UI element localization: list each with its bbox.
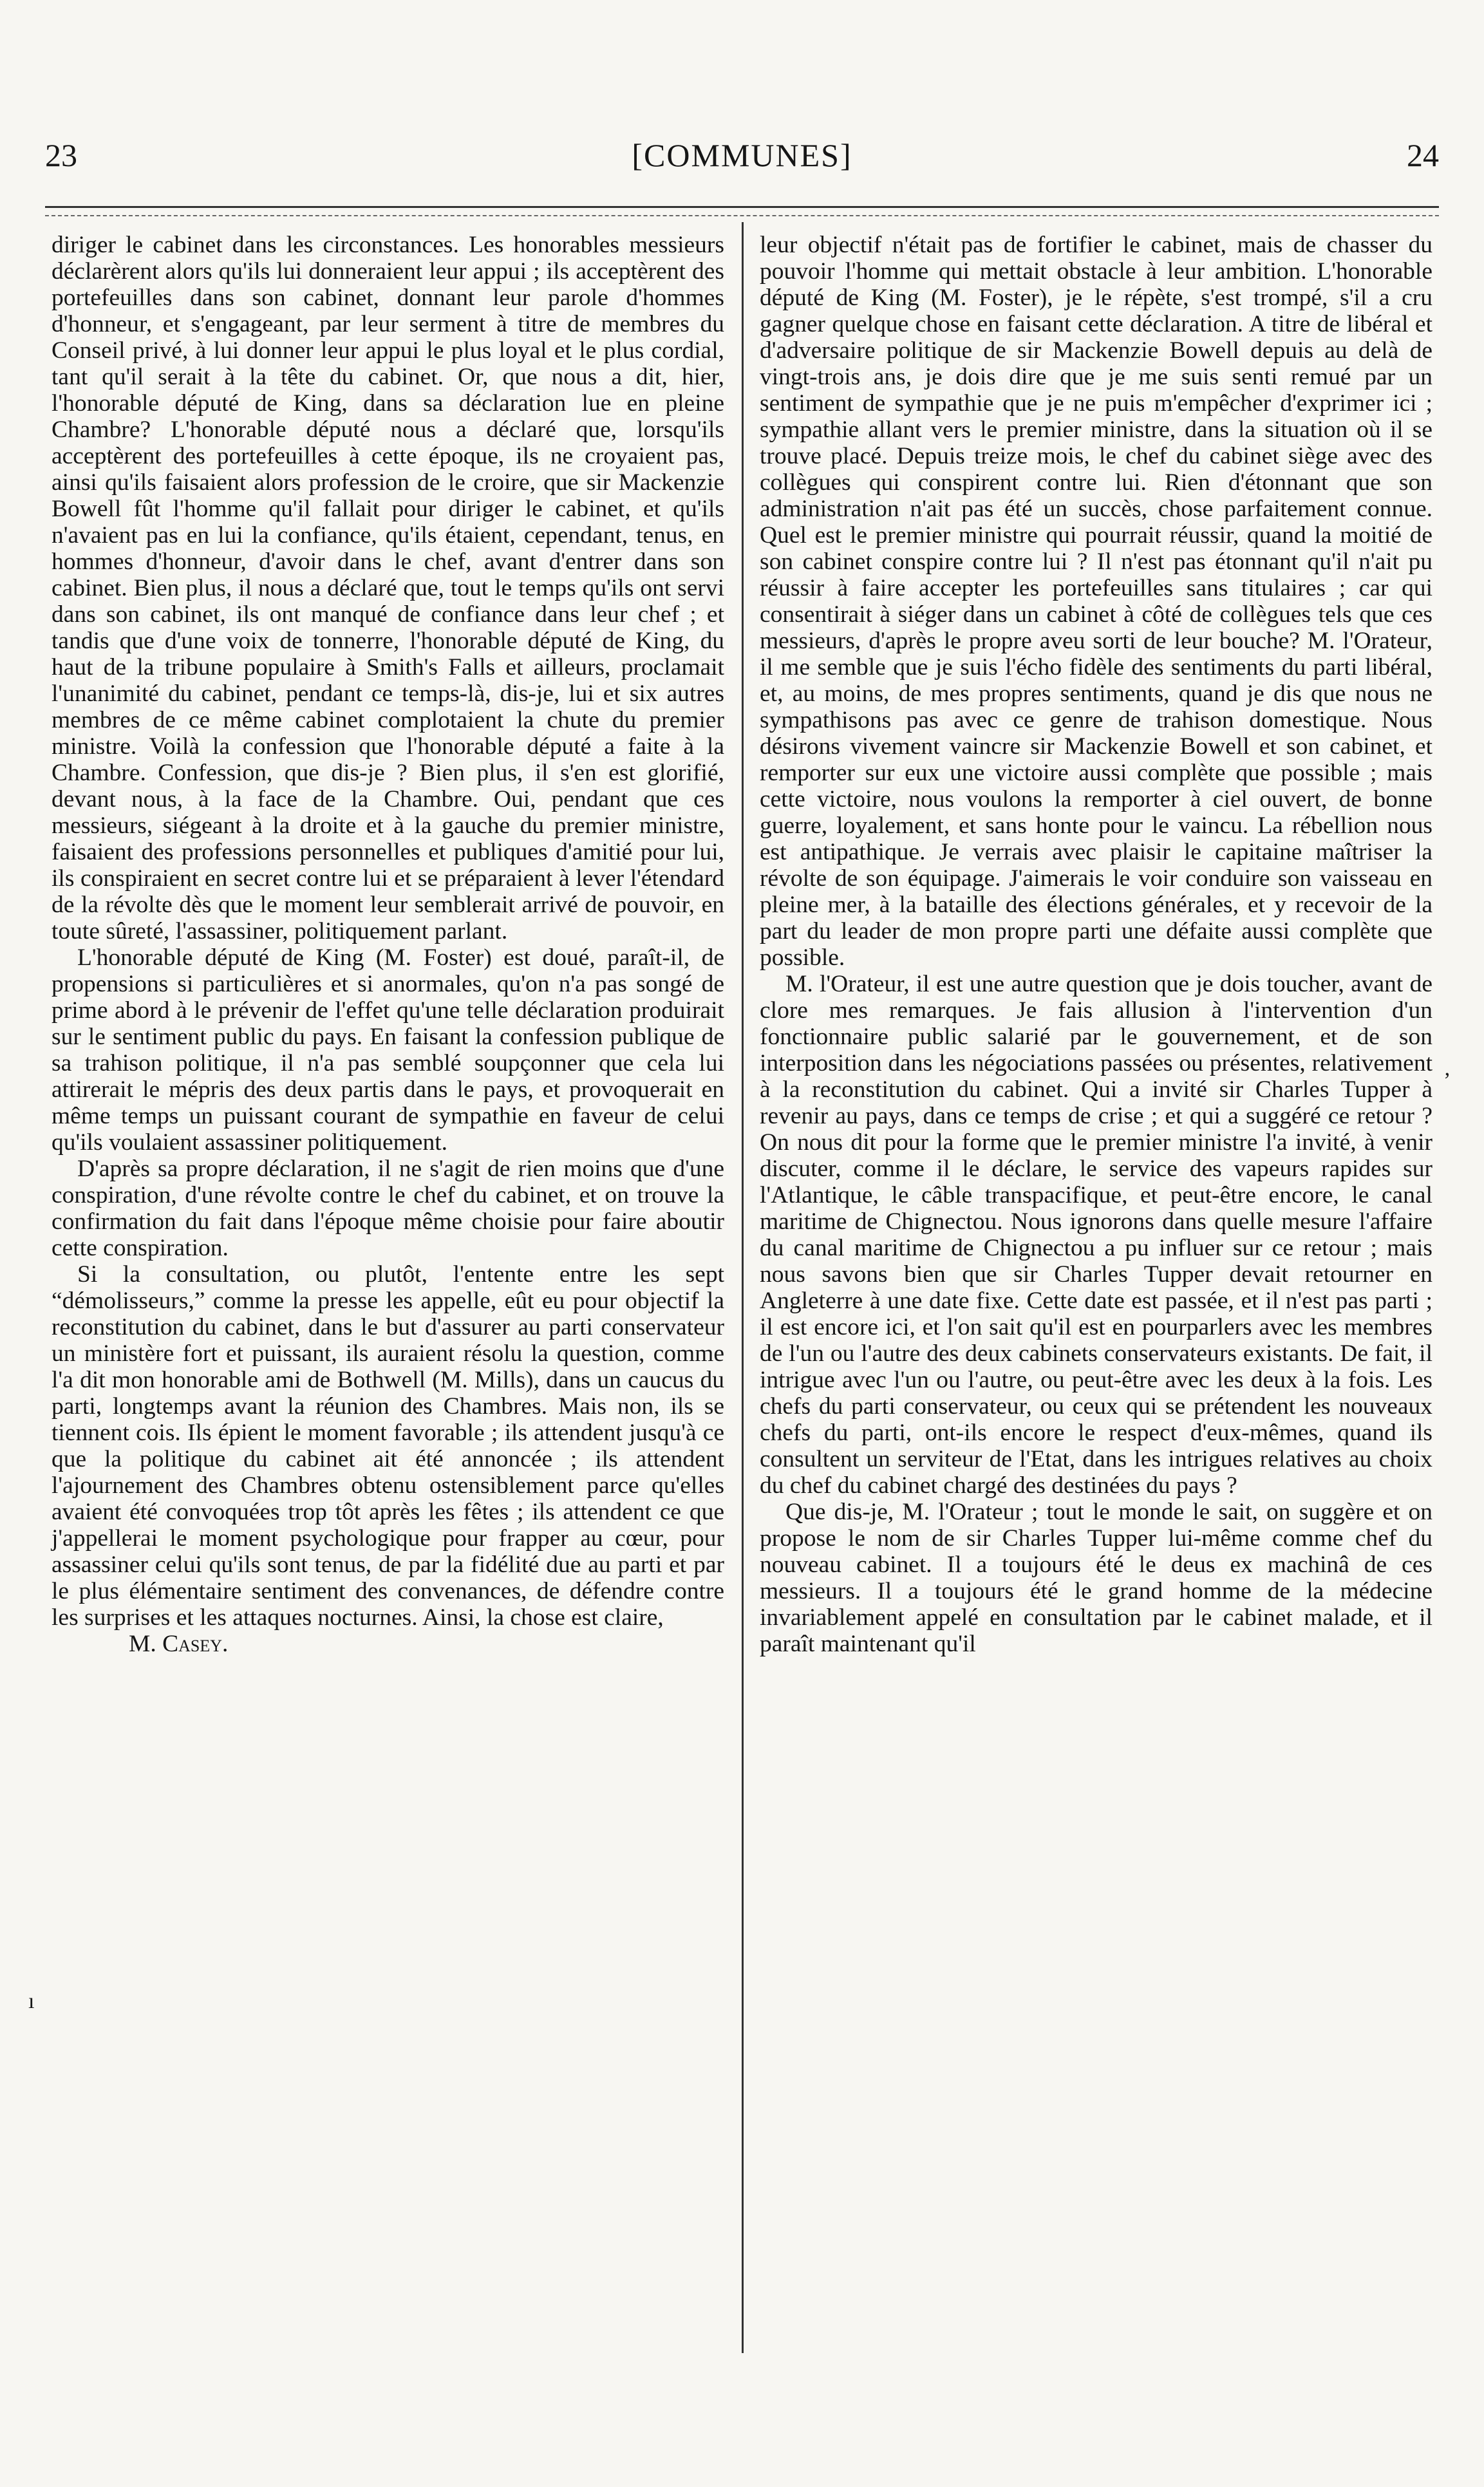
- margin-mark: ʼ: [1443, 1069, 1451, 1093]
- header-rule-dashed: [45, 215, 1439, 216]
- running-title: [COMMUNES]: [632, 137, 852, 173]
- column-divider: [742, 222, 744, 2353]
- left-column: [52, 232, 724, 1657]
- paragraph: Que dis-je, M. l'Orateur ; tout le monde le sait, on suggère et on propose le nom de sir Charles Tupper lui-même comme chef du nouveau cabinet. Il a toujours été le deus ex machinâ de ces messieurs. Il a toujours été le grand homme de la médecine invariablement appelé en consultation par le cabinet malade, et il paraît maintenant qu'il: [760, 1499, 1432, 1657]
- speaker-signature: M. Casey.: [129, 1631, 229, 1657]
- paragraph: leur objectif n'était pas de fortifier le cabinet, mais de chasser du pouvoir l'homme qui mettait obstacle à leur ambition. L'honorable député de King (M. Foster), je le répète, s'est trompé, s'il a cru gagner quelque chose en faisant cette déclaration. A titre de libéral et d'adversaire politique de sir Mackenzie Bowell depuis au delà de vingt-trois ans, je dois dire que je me suis senti remué par un sentiment de sympathie que je ne puis m'empêcher d'exprimer ici ; sympathie allant vers le premier ministre, dans la situation où il se trouve placé. Depuis treize mois, le chef du cabinet siège avec des collègues qui conspirent contre lui. Rien d'étonnant que son administration n'ait pas été un succès, chose parfaitement connue. Quel est le premier ministre qui pourrait réussir, quand la moitié de son cabinet conspire contre lui ? Il n'est pas étonnant qu'il n'ait pu réussir à faire accepter les portefeuilles sans titulaires ; car qui consentirait à siéger dans un cabinet à côté de collègues tels que ces messieurs, d'après le propre aveu sorti de leur bouche? M. l'Orateur, il me semble que je suis l'écho fidèle des sentiments du parti libéral, et, au moins, de mes propres sentiments, quand je dis que nous ne sympathisons pas avec ce genre de trahison domestique. Nous désirons vivement vaincre sir Mackenzie Bowell et son cabinet, et remporter sur eux une victoire aussi complète que possible ; mais cette victoire, nous voulons la remporter à ciel ouvert, de bonne guerre, loyalement, et sans honte pour le vaincu. La rébellion nous est antipathique. Je verrais avec plaisir le capitaine maîtriser la révolte de son équipage. J'aimerais le voir conduire son vaisseau en pleine mer, à la bataille des élections générales, et y recevoir de la part du leader de mon propre parti une défaite aussi complète que possible.: [760, 232, 1432, 971]
- right-column: [760, 232, 1432, 1657]
- page-header: [45, 136, 1439, 188]
- paragraph: diriger le cabinet dans les circonstances. Les honorables messieurs déclarèrent alors qu'ils lui donneraient leur appui ; ils acceptèrent des portefeuilles dans son cabinet, donnant leur parole d'hommes d'honneur, et s'engageant, par leur serment à titre de membres du Conseil privé, à lui donner leur appui le plus loyal et le plus cordial, tant qu'il serait à la tête du cabinet. Or, que nous a dit, hier, l'honorable député de King, dans sa déclaration lue en pleine Chambre? L'honorable député nous a déclaré que, lorsqu'ils acceptèrent des portefeuilles à cette époque, ils ne croyaient pas, ainsi qu'ils faisaient alors profession de le croire, que sir Mackenzie Bowell fût l'homme qu'il fallait pour diriger le cabinet, et qu'ils n'avaient pas en lui la confiance, qu'ils étaient, cependant, tenus, en hommes d'honneur, d'avoir dans le chef, avant d'entrer dans son cabinet. Bien plus, il nous a déclaré que, tout le temps qu'ils ont servi dans son cabinet, ils ont manqué de confiance dans leur chef ; et tandis que d'une voix de tonnerre, l'honorable député de King, du haut de la tribune populaire à Smith's Falls et ailleurs, proclamait l'unanimité du cabinet, pendant ce temps-là, dis-je, lui et six autres membres de ce même cabinet complotaient la chute du premier ministre. Voilà la confession que l'honorable député a faite à la Chambre. Confession, que dis-je ? Bien plus, il s'en est glorifié, devant nous, à la face de la Chambre. Oui, pendant que ces messieurs, siégeant à la droite et à la gauche du premier ministre, faisaient des professions personnelles et publiques d'amitié pour lui, ils conspiraient en secret contre lui et se préparaient à lever l'étendard de la révolte dès que le moment leur semblerait arrivé de pouvoir, en toute sûreté, l'assassiner, politiquement parlant.: [52, 232, 724, 944]
- paragraph: D'après sa propre déclaration, il ne s'agit de rien moins que d'une conspiration, d'une révolte contre le chef du cabinet, et on trouve la confirmation du fait dans l'époque même choisie pour faire aboutir cette conspiration.: [52, 1156, 724, 1261]
- paragraph: Si la consultation, ou plutôt, l'entente entre les sept “démolisseurs,” comme la presse les appelle, eût eu pour objectif la reconstitution du cabinet, dans le but d'assurer au parti conservateur un ministère fort et puissant, ils auraient résolu la question, comme l'a dit mon honorable ami de Bothwell (M. Mills), dans un caucus du parti, longtemps avant la réunion des Chambres. Mais non, ils se tiennent cois. Ils épient le moment favorable ; ils attendent jusqu'à ce que la politique du cabinet ait été annoncée ; ils attendent l'ajournement des Chambres obtenu ostensiblement parce qu'elles avaient été convoquées trop tôt après les fêtes ; ils attendent ce que j'appellerai le moment psychologique pour frapper au cœur, pour assassiner celui qu'ils sont tenus, de par la fidélité due au parti et par le plus élémentaire sentiment des convenances, de défendre contre les surprises et les attaques nocturnes. Ainsi, la chose est claire,: [52, 1261, 724, 1631]
- paragraph: M. l'Orateur, il est une autre question que je dois toucher, avant de clore mes remarques. Je fais allusion à l'intervention d'un fonctionnaire public salarié par le gouvernement, et de son interposition dans les négociations passées ou présentes, relativement à la reconstitution du cabinet. Qui a invité sir Charles Tupper à revenir au pays, dans ce temps de crise ; et qui a suggéré ce retour ? On nous dit pour la forme que le premier ministre l'a invité, à venir discuter, comme il le déclare, le service des vapeurs rapides sur l'Atlantique, le câble transpacifique, et peut-être encore, le canal maritime de Chignectou. Nous ignorons dans quelle mesure l'affaire du canal maritime de Chignectou a pu influer sur ce retour ; mais nous savons bien que sir Charles Tupper devait retourner en Angleterre à une date fixe. Cette date est passée, et il n'est pas parti ; il est encore ici, et l'on sait qu'il est en pourparlers avec les membres de l'un ou l'autre des deux cabinets conservateurs existants. De fait, il intrigue avec l'un ou l'autre, ou peut-être avec les deux à la fois. Les chefs du parti conservateur, ou ceux qui se prétendent les nouveaux chefs du parti, ont-ils encore le respect d'eux-mêmes, quand ils consultent un serviteur de l'Etat, dans les intrigues relatives au choix du chef du cabinet chargé des destinées du pays ?: [760, 971, 1432, 1499]
- margin-mark: ı: [28, 1989, 35, 2013]
- page-number-right: 24: [1407, 137, 1439, 173]
- paragraph: L'honorable député de King (M. Foster) est doué, paraît-il, de propensions si particulières et si anormales, qu'on n'a pas songé de prime abord à le prévenir de l'effet qu'une telle déclaration produirait sur le sentiment public du pays. En faisant la confession publique de sa trahison politique, il n'a pas semblé soupçonner que cela lui attirerait le mépris des deux partis dans le pays, et provoquerait en même temps un puissant courant de sympathie en faveur de celui qu'ils voulaient assassiner politiquement.: [52, 944, 724, 1156]
- header-rule: [45, 206, 1439, 208]
- page-number-left: 23: [45, 137, 77, 173]
